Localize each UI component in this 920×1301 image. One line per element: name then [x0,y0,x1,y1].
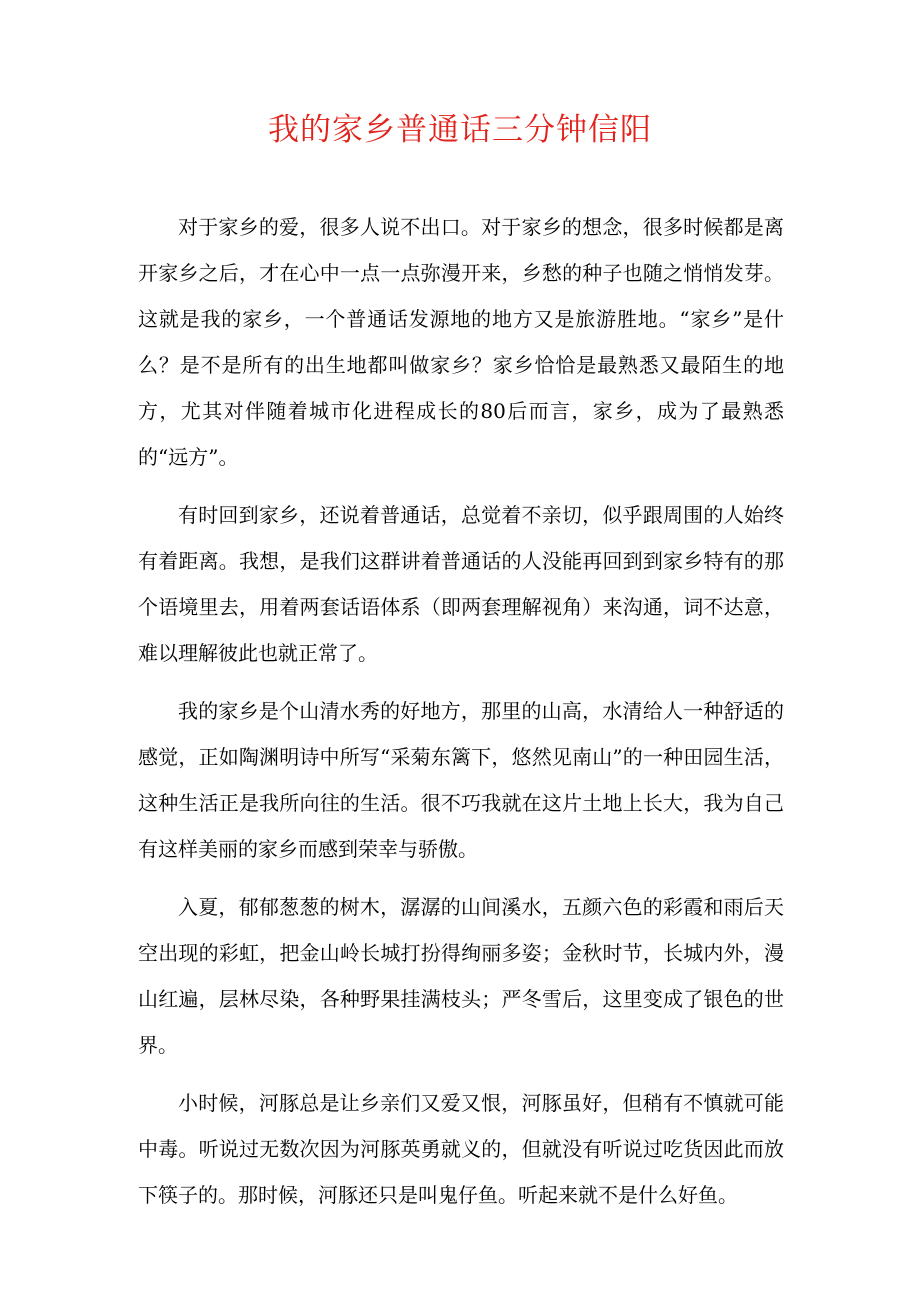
paragraph-5: 小时候，河豚总是让乡亲们又爱又恨，河豚虽好，但稍有不慎就可能中毒。听说过无数次因为河豚英勇就义的，但就没有听说过吃货因此而放下筷子的。那时候，河豚还只是叫鬼仔鱼。听起来就不是什么好鱼。 [138,1091,784,1207]
paragraph-4: 入夏，郁郁葱葱的树木，潺潺的山间溪水，五颜六色的彩霞和雨后天空出现的彩虹，把金山岭长城打扮得绚丽多姿；金秋时节，长城内外，漫山红遍，层林尽染，各种野果挂满枝头；严冬雪后，这里变成了银色的世界。 [138,895,784,1057]
document-title: 我的家乡普通话三分钟信阳 [268,112,652,148]
paragraph-3: 我的家乡是个山清水秀的好地方，那里的山高，水清给人一种舒适的感觉，正如陶渊明诗中所写“采菊东篱下，悠然见南山”的一种田园生活，这种生活正是我所向往的生活。很不巧我就在这片土地上长大，我为自己有这样美丽的家乡而感到荣幸与骄傲。 [138,699,784,861]
document-body [138,204,784,1230]
paragraph-1: 对于家乡的爱，很多人说不出口。对于家乡的想念，很多时候都是离开家乡之后，才在心中一点一点弥漫开来，乡愁的种子也随之悄悄发芽。这就是我的家乡，一个普通话发源地的地方又是旅游胜地。“家乡”是什么？是不是所有的出生地都叫做家乡？家乡恰恰是最熟悉又最陌生的地方，尤其对伴随着城市化进程成长的80后而言，家乡，成为了最熟悉的“远方”。 [138,215,784,469]
paragraph-2: 有时回到家乡，还说着普通话，总觉着不亲切，似乎跟周围的人始终有着距离。我想，是我们这群讲着普通话的人没能再回到到家乡特有的那个语境里去，用着两套话语体系（即两套理解视角）来沟通，词不达意，难以理解彼此也就正常了。 [138,503,784,665]
